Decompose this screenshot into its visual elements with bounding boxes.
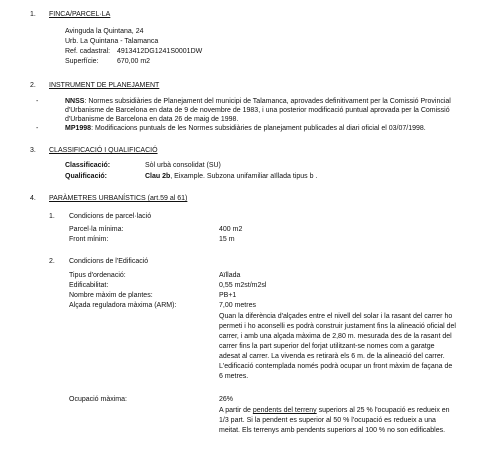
max-occupancy-label: Ocupació màxima: (69, 396, 127, 403)
section-1-title: FINCA/PARCEL·LA (49, 11, 111, 18)
max-floors-label: Nombre màxim de plantes: (69, 292, 153, 299)
section-4-number: 4. (30, 195, 36, 202)
nnss-line-1 (65, 97, 451, 106)
buildability-value: 0,55 m2st/m2sl (219, 282, 267, 289)
qualification-text: , Eixample. Subzona unifamiliar aïllada tipus b . (170, 173, 318, 180)
section-1-number: 1. (30, 11, 36, 18)
nnss-line-2: d'Urbanisme de Barcelona en data de 9 de novembre de 1983, i una posterior modificació puntual aprovada per la Comissió (65, 107, 450, 114)
mp1998-text: : Modificacions puntuals de les Normes subsidiàries de planejament publicades al diari oficial el 03/07/1998. (91, 125, 426, 132)
classification-label: Classificació: (65, 162, 111, 169)
height-note-line-5: adesat al carrer. La vivenda es retirarà els 6 m. de la alineació del carrer. (219, 353, 445, 360)
classification-value: Sòl urbà consolidat (SU) (145, 162, 221, 169)
cadastral-ref-label: Ref. cadastral: (65, 48, 111, 55)
subsection-2-title: Condicions de l'Edificació (69, 258, 149, 265)
terrain-slopes-link: pendents del terreny (252, 407, 317, 414)
qualification-code: Clau 2b (145, 173, 171, 180)
qualification-value (145, 172, 317, 181)
section-2-number: 2. (30, 82, 36, 89)
address-line-2: Urb. La Quintana - Talamanca (65, 38, 159, 45)
min-plot-label: Parcel·la mínima: (69, 226, 124, 233)
subsection-2-number: 2. (49, 258, 55, 265)
occupancy-note-line-3: meitat. Els terrenys amb pendents superiors al 100 % no son edificables. (219, 427, 446, 434)
occupancy-note-line-2: 1/3 part. Si la pendent es superior al 50 % l'ocupació es redueix a una (219, 417, 436, 424)
nnss-code: NNSS (65, 98, 85, 105)
section-3-title: CLASSIFICACIÓ I QUALIFICACIÓ (49, 147, 158, 154)
occupancy-note-line-1 (219, 406, 450, 415)
subsection-1-title: Condicions de parcel·lació (69, 213, 152, 220)
nnss-text-1: : Normes subsidiàries de Planejament del municipi de Talamanca, aprovades definitivament per la Comissió Provincial (84, 98, 451, 105)
min-plot-value: 400 m2 (219, 226, 243, 233)
area-value: 670,00 m2 (117, 58, 151, 65)
section-3-number: 3. (30, 147, 36, 154)
buildability-label: Edificabilitat: (69, 282, 109, 289)
mp1998-line (65, 124, 426, 133)
height-note-line-7: 6 metres. (219, 373, 249, 380)
height-note-line-2: permeti i ho aconselli es podrà construir justament fins la alineació oficial del (219, 323, 456, 330)
bullet-dash: - (36, 98, 39, 105)
height-note-line-3: carrer, i amb una alçada màxima de 2,80 m. mesurada des de la rasant del (219, 333, 452, 340)
max-height-label: Alçada reguladora màxima (ARM): (69, 302, 177, 309)
min-front-label: Front mínim: (69, 236, 109, 243)
max-occupancy-value: 26% (219, 396, 234, 403)
cadastral-ref-value: 4913412DG1241S0001DW (117, 48, 203, 55)
max-floors-value: PB+1 (219, 292, 237, 299)
mp1998-code: MP1998 (65, 125, 92, 132)
height-note-line-1: Quan la diferència d'alçades entre el nivell del solar i la rasant del carrer ho (219, 313, 453, 320)
area-label: Superfície: (65, 58, 99, 65)
address-line-1: Avinguda la Quintana, 24 (65, 28, 144, 35)
ordination-type-value: Aïllada (219, 272, 241, 279)
nnss-line-3: d'Urbanisme de Barcelona en data 26 de maig de 1998. (65, 116, 239, 123)
min-front-value: 15 m (219, 236, 235, 243)
ordination-type-label: Tipus d'ordenació: (69, 272, 126, 279)
height-note-line-6: L'edificació contemplada només podrà ocupar un front màxim de façana de (219, 363, 453, 370)
occupancy-note-end: superiors al 25 % l'ocupació es redueix en (316, 407, 450, 414)
subsection-1-number: 1. (49, 213, 55, 220)
height-note-line-4: carrer fins la part superior del forjat utilitzant-se nomes com a garatge (219, 343, 435, 350)
section-4-title: PARÀMETRES URBANÍSTICS (art.59 al 61) (49, 195, 188, 202)
max-height-value: 7,00 metres (219, 302, 256, 309)
qualification-label: Qualificació: (65, 173, 108, 180)
occupancy-note-start: A partir de (219, 407, 253, 414)
bullet-dash: - (36, 125, 39, 132)
section-2-title: INSTRUMENT DE PLANEJAMENT (49, 82, 160, 89)
